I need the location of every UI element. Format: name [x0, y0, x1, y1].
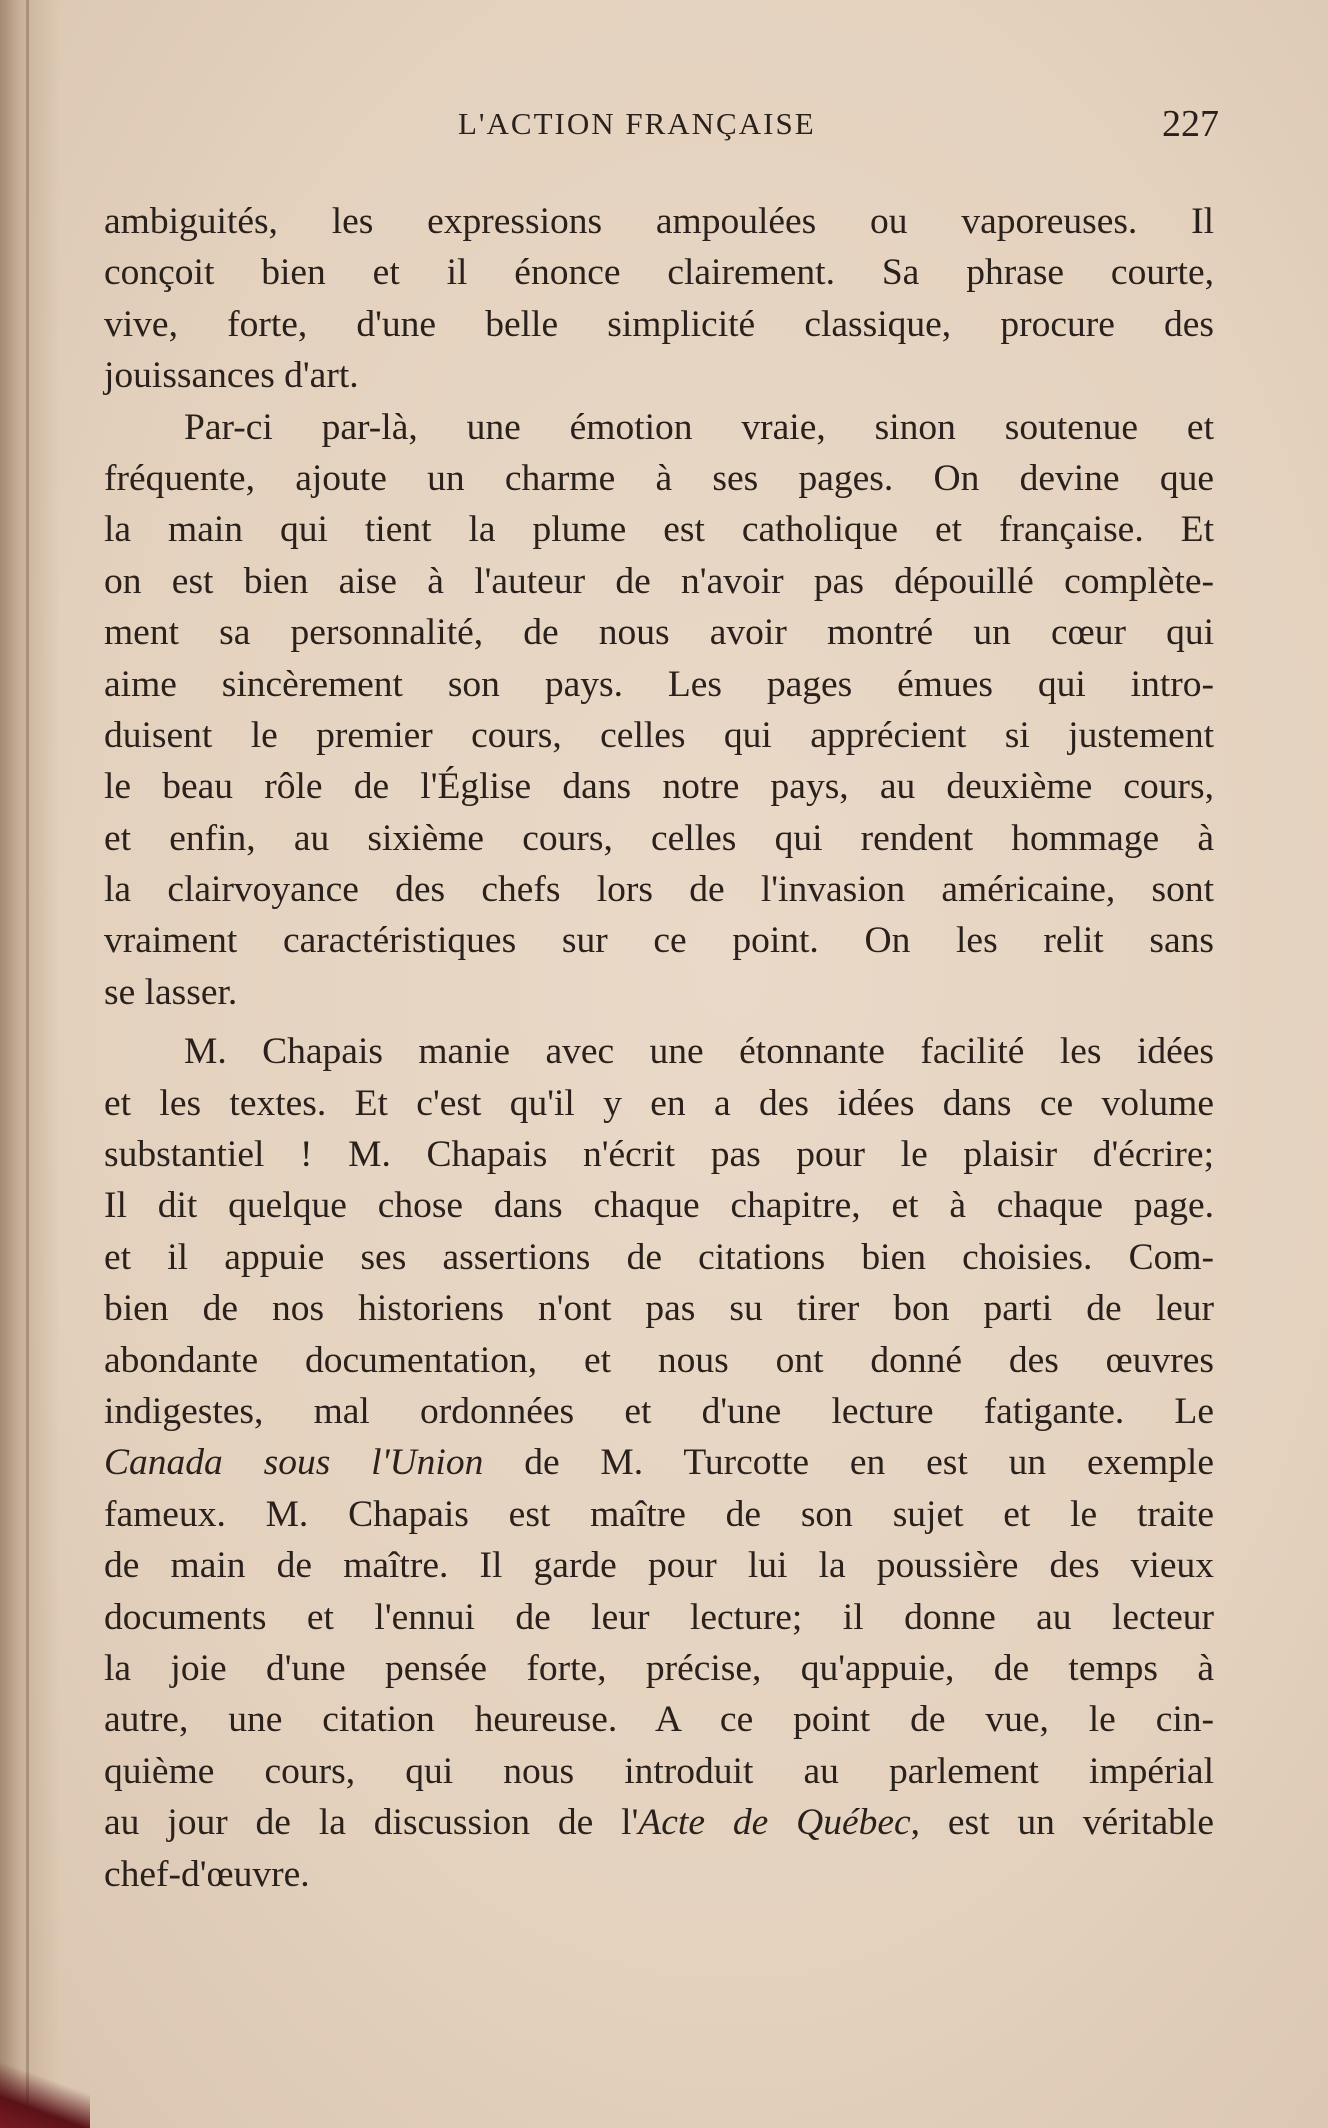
text-line: la joie d'une pensée forte, précise, qu'appuie, de temps à	[104, 1647, 1214, 1689]
text-line: quième cours, qui nous introduit au parlement impérial	[104, 1750, 1214, 1792]
text-line: vive, forte, d'une belle simplicité classique, procure des	[104, 303, 1214, 345]
text-line: et il appuie ses assertions de citations bien choisies. Com-	[104, 1236, 1214, 1278]
text-line: aime sincèrement son pays. Les pages émues qui intro-	[104, 663, 1214, 705]
book-title-acte-de-quebec: Acte de Québec	[638, 1802, 911, 1844]
text-line: bien de nos historiens n'ont pas su tirer bon parti de leur	[104, 1288, 1214, 1330]
text-line: et les textes. Et c'est qu'il y en a des idées dans ce volume	[104, 1082, 1214, 1124]
text-line: ambiguités, les expressions ampoulées ou vaporeuses. Il	[104, 201, 1214, 242]
text-fragment: , est un véritable	[910, 1802, 1214, 1844]
text-line: le beau rôle de l'Église dans notre pays, au deuxième cours,	[104, 766, 1214, 808]
running-title: L'ACTION FRANÇAISE	[458, 106, 816, 141]
text-line: se lasser.	[104, 971, 238, 1013]
running-header	[100, 102, 1225, 146]
text-line: la clairvoyance des chefs lors de l'invasion américaine, sont	[104, 869, 1214, 911]
body-text	[104, 196, 1214, 1900]
text-line: on est bien aise à l'auteur de n'avoir pas dépouillé complète-	[104, 560, 1214, 602]
text-line: la main qui tient la plume est catholique et française. Et	[104, 509, 1214, 551]
book-title-canada-sous-l-union: Canada sous l'Union	[104, 1442, 484, 1484]
text-line: Par-ci par-là, une émotion vraie, sinon soutenue et	[184, 406, 1214, 448]
text-line: ment sa personnalité, de nous avoir montré un cœur qui	[104, 612, 1214, 654]
text-line-with-title	[104, 1797, 1214, 1848]
paragraph-spacer	[104, 1018, 1214, 1026]
text-line: jouissances d'art.	[104, 355, 359, 397]
paragraph-3	[104, 1026, 1214, 1900]
binding-edge-line	[26, 0, 29, 2128]
text-line: de main de maître. Il garde pour lui la poussière des vieux	[104, 1545, 1214, 1587]
text-line: M. Chapais manie avec une étonnante facilité les idées	[184, 1031, 1214, 1073]
text-fragment: au jour de la discussion de l'	[104, 1802, 639, 1844]
text-line: abondante documentation, et nous ont donné des œuvres	[104, 1339, 1214, 1381]
text-line: indigestes, mal ordonnées et d'une lecture fatigante. Le	[104, 1390, 1214, 1432]
text-line: conçoit bien et il énonce clairement. Sa phrase courte,	[104, 252, 1214, 294]
text-line: documents et l'ennui de leur lecture; il donne au lecteur	[104, 1596, 1214, 1638]
page-number: 227	[1162, 103, 1219, 145]
text-fragment: de M. Turcotte en est un exemple	[483, 1442, 1214, 1484]
text-line: duisent le premier cours, celles qui apprécient si justement	[104, 714, 1214, 756]
text-line: substantiel ! M. Chapais n'écrit pas pour le plaisir d'écrire;	[104, 1134, 1214, 1176]
text-line: autre, une citation heureuse. A ce point de vue, le cin-	[104, 1699, 1214, 1741]
paragraph-1	[104, 196, 1214, 402]
text-line: fameux. M. Chapais est maître de son sujet et le traite	[104, 1493, 1214, 1535]
text-line: Il dit quelque chose dans chaque chapitre, et à chaque page.	[104, 1185, 1214, 1227]
text-line: vraiment caractéristiques sur ce point. On les relit sans	[104, 920, 1214, 962]
red-edge-corner	[0, 2058, 90, 2128]
paragraph-2	[104, 402, 1214, 1019]
text-line: et enfin, au sixième cours, celles qui rendent hommage à	[104, 817, 1214, 859]
text-line: fréquente, ajoute un charme à ses pages. On devine que	[104, 457, 1214, 499]
text-line: chef-d'œuvre.	[104, 1853, 310, 1895]
text-line-with-title	[104, 1437, 1214, 1488]
binding-gutter-shadow	[0, 0, 60, 2128]
